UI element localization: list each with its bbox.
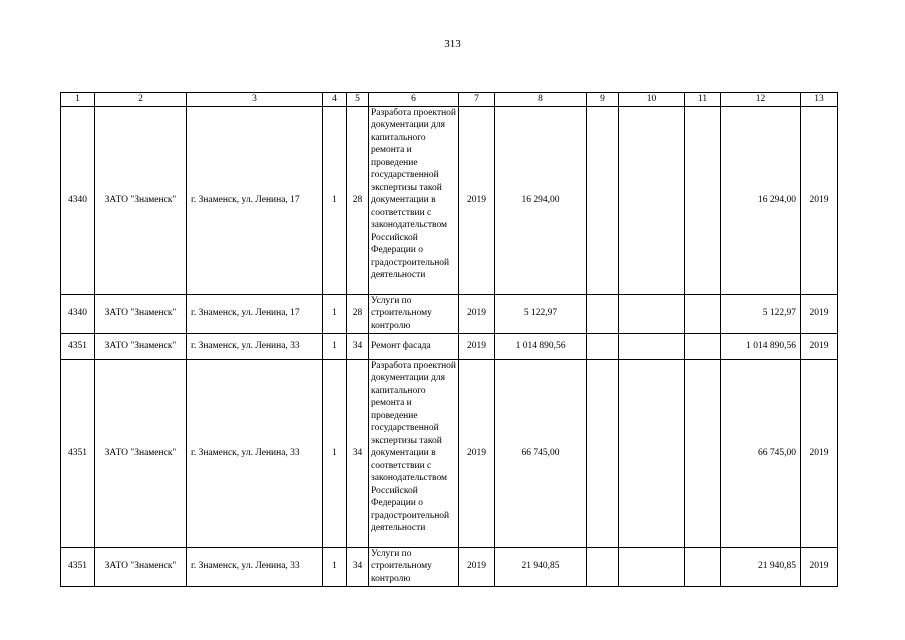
column-10-cell [619, 106, 685, 294]
column-4-cell: 1 [323, 106, 347, 294]
year-cell: 2019 [459, 106, 495, 294]
year-cell: 2019 [459, 547, 495, 586]
municipality-cell: ЗАТО "Знаменск" [95, 547, 187, 586]
fund-cost-cell: 5 122,97 [721, 294, 801, 333]
column-9-cell [587, 106, 619, 294]
total-cost-cell: 1 014 890,56 [495, 333, 587, 359]
column-10-cell [619, 359, 685, 547]
fund-cost-cell: 21 940,85 [721, 547, 801, 586]
fund-cost-cell: 16 294,00 [721, 106, 801, 294]
column-4-cell: 1 [323, 547, 347, 586]
house-id-cell: 4340 [61, 294, 95, 333]
completion-year-cell: 2019 [801, 359, 838, 547]
column-header: 4 [323, 93, 347, 107]
municipality-cell: ЗАТО "Знаменск" [95, 333, 187, 359]
column-header: 8 [495, 93, 587, 107]
address-cell: г. Знаменск, ул. Ленина, 17 [187, 294, 323, 333]
column-5-cell: 28 [347, 294, 369, 333]
column-header: 3 [187, 93, 323, 107]
column-header: 13 [801, 93, 838, 107]
municipality-cell: ЗАТО "Знаменск" [95, 294, 187, 333]
column-4-cell: 1 [323, 294, 347, 333]
completion-year-cell: 2019 [801, 294, 838, 333]
work-type-cell: Услуги по строительному контролю [369, 547, 459, 586]
column-5-cell: 34 [347, 359, 369, 547]
address-cell: г. Знаменск, ул. Ленина, 33 [187, 333, 323, 359]
column-11-cell [685, 294, 721, 333]
fund-cost-cell: 1 014 890,56 [721, 333, 801, 359]
completion-year-cell: 2019 [801, 547, 838, 586]
column-4-cell: 1 [323, 359, 347, 547]
column-4-cell: 1 [323, 333, 347, 359]
column-10-cell [619, 294, 685, 333]
table-row [61, 106, 838, 294]
column-10-cell [619, 333, 685, 359]
completion-year-cell: 2019 [801, 106, 838, 294]
address-cell: г. Знаменск, ул. Ленина, 17 [187, 106, 323, 294]
repair-schedule-table [60, 92, 838, 587]
column-9-cell [587, 294, 619, 333]
header-row [61, 93, 838, 107]
total-cost-cell: 66 745,00 [495, 359, 587, 547]
table-row [61, 359, 838, 547]
municipality-cell: ЗАТО "Знаменск" [95, 359, 187, 547]
fund-cost-cell: 66 745,00 [721, 359, 801, 547]
municipality-cell: ЗАТО "Знаменск" [95, 106, 187, 294]
column-11-cell [685, 359, 721, 547]
page-number: 313 [444, 38, 461, 50]
column-header: 11 [685, 93, 721, 107]
address-cell: г. Знаменск, ул. Ленина, 33 [187, 359, 323, 547]
completion-year-cell: 2019 [801, 333, 838, 359]
column-header: 5 [347, 93, 369, 107]
column-10-cell [619, 547, 685, 586]
total-cost-cell: 5 122,97 [495, 294, 587, 333]
year-cell: 2019 [459, 359, 495, 547]
table-row [61, 294, 838, 333]
column-header: 9 [587, 93, 619, 107]
total-cost-cell: 21 940,85 [495, 547, 587, 586]
column-header: 7 [459, 93, 495, 107]
address-cell: г. Знаменск, ул. Ленина, 33 [187, 547, 323, 586]
house-id-cell: 4351 [61, 333, 95, 359]
column-header: 1 [61, 93, 95, 107]
column-5-cell: 34 [347, 333, 369, 359]
column-11-cell [685, 106, 721, 294]
column-header: 10 [619, 93, 685, 107]
work-type-cell: Разработа проектной документации для капитального ремонта и проведение государственной экспертизы такой документации в соответствии с законодательством Российской Федерации о градостроительной деятельности [369, 359, 459, 547]
column-header: 2 [95, 93, 187, 107]
year-cell: 2019 [459, 333, 495, 359]
work-type-cell: Ремонт фасада [369, 333, 459, 359]
house-id-cell: 4351 [61, 547, 95, 586]
work-type-cell: Разработа проектной документации для капитального ремонта и проведение государственной экспертизы такой документации в соответствии с законодательством Российской Федерации о градостроительной деятельности [369, 106, 459, 294]
table-row [61, 333, 838, 359]
house-id-cell: 4340 [61, 106, 95, 294]
column-9-cell [587, 547, 619, 586]
column-5-cell: 28 [347, 106, 369, 294]
column-header: 6 [369, 93, 459, 107]
total-cost-cell: 16 294,00 [495, 106, 587, 294]
work-type-cell: Услуги по строительному контролю [369, 294, 459, 333]
column-5-cell: 34 [347, 547, 369, 586]
column-11-cell [685, 333, 721, 359]
column-11-cell [685, 547, 721, 586]
column-9-cell [587, 359, 619, 547]
column-header: 12 [721, 93, 801, 107]
column-9-cell [587, 333, 619, 359]
table-row [61, 547, 838, 586]
house-id-cell: 4351 [61, 359, 95, 547]
year-cell: 2019 [459, 294, 495, 333]
